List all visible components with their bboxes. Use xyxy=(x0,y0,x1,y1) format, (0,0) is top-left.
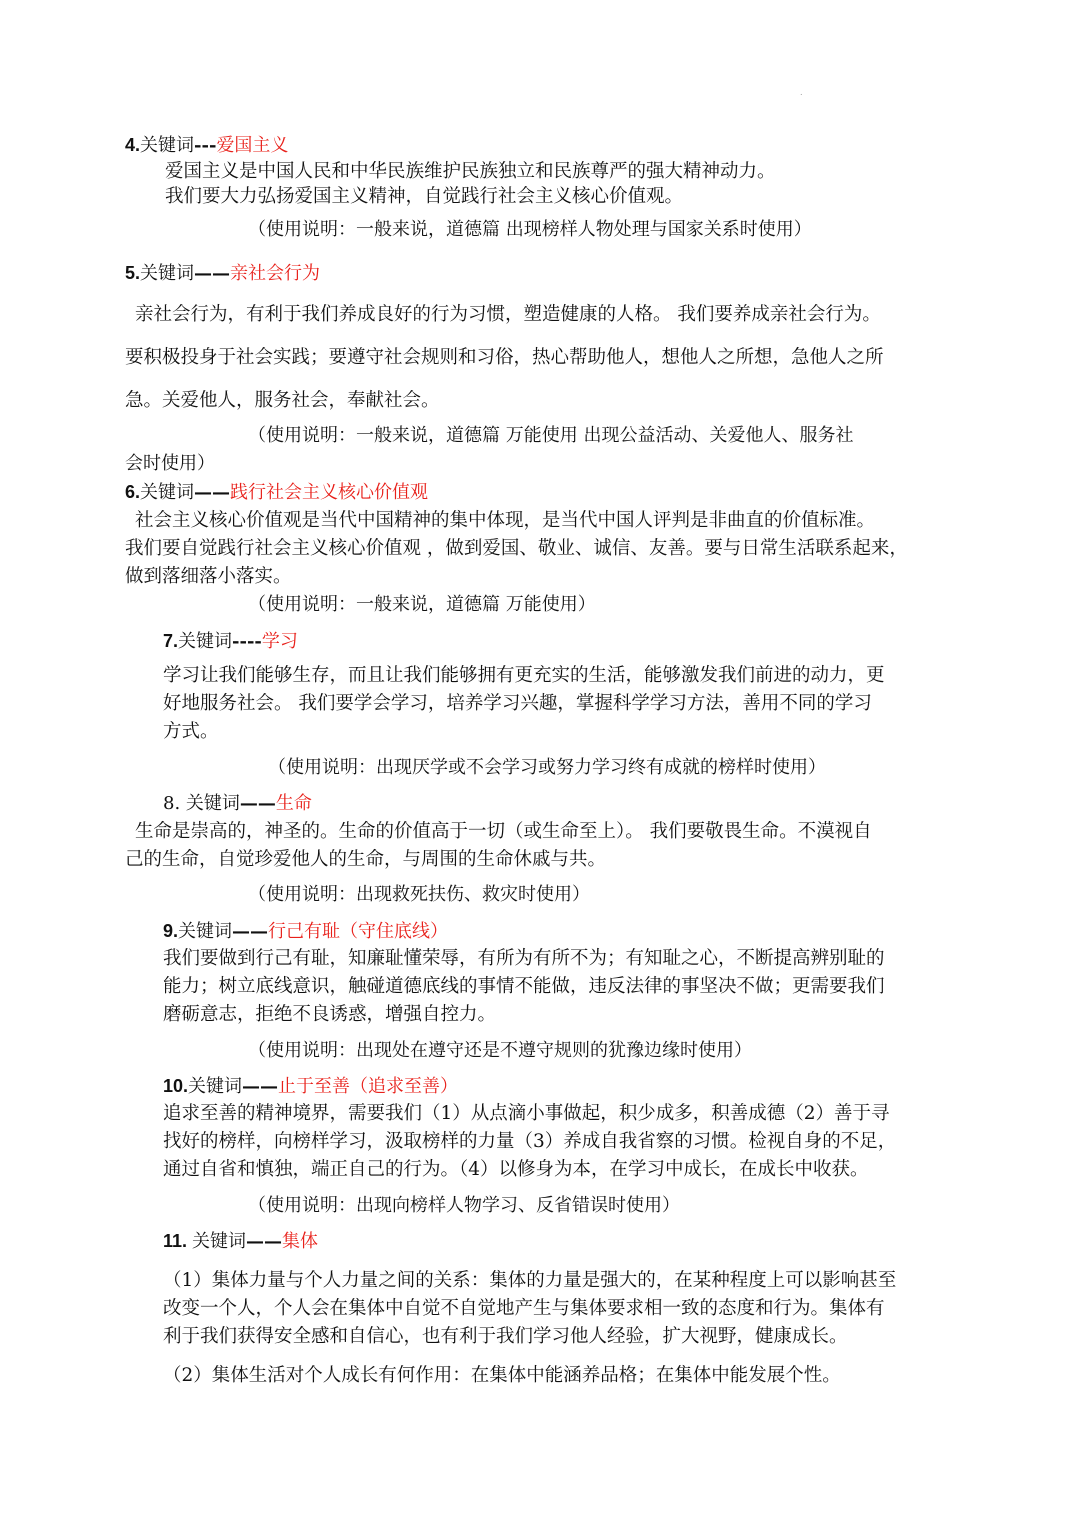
paragraph-line: 找好的榜样，向榜样学习，汲取榜样的力量（3）养成自我省察的习惯。检视自身的不足， xyxy=(163,1131,897,1152)
heading-separator: —— xyxy=(242,1076,279,1097)
section-6-heading xyxy=(125,480,428,505)
keyword: 学习 xyxy=(261,631,298,652)
paragraph-line: 己的生命，自觉珍爱他人的生命，与周围的生命休戚与共。 xyxy=(125,849,607,870)
heading-prefix: 关键词 xyxy=(140,482,195,503)
section-number: 6. xyxy=(125,482,141,502)
section-4-heading xyxy=(125,133,288,158)
heading-separator: ---- xyxy=(232,631,262,652)
keyword: 爱国主义 xyxy=(216,135,289,156)
heading-prefix: 关键词 xyxy=(140,135,195,156)
section-number: 7. xyxy=(163,631,179,651)
paragraph-line: 改变一个人，个人会在集体中自觉不自觉地产生与集体要求相一致的态度和行为。集体有 xyxy=(163,1298,885,1319)
heading-prefix: 关键词 xyxy=(178,631,233,652)
paragraph-line: 我们要做到行己有耻，知廉耻懂荣辱，有所为有所不为；有知耻之心，不断提高辨别耻的 xyxy=(163,948,885,969)
paragraph-line: 通过自省和慎独，端正自己的行为。（4）以修身为本，在学习中成长，在成长中收获。 xyxy=(163,1159,869,1180)
section-number: 9. xyxy=(163,921,179,941)
paragraph-line: 利于我们获得安全感和自信心，也有利于我们学习他人经验，扩大视野，健康成长。 xyxy=(163,1326,848,1347)
paragraph-line: （2）集体生活对个人成长有何作用：在集体中能涵养品格；在集体中能发展个性。 xyxy=(163,1365,841,1386)
heading-prefix: 关键词 xyxy=(188,1076,243,1097)
section-number: 10. xyxy=(163,1076,189,1096)
section-10-heading xyxy=(163,1074,458,1099)
heading-separator: —— xyxy=(239,793,276,814)
section-8-heading xyxy=(163,792,312,816)
paragraph-line: 磨砺意志，拒绝不良诱惑，增强自控力。 xyxy=(163,1004,497,1025)
paragraph-line: 我们要大力弘扬爱国主义精神，自觉践行社会主义核心价值观。 xyxy=(165,186,684,207)
paragraph-line: 爱国主义是中国人民和中华民族维护民族独立和民族尊严的强大精神动力。 xyxy=(165,161,776,182)
usage-note: 会时使用） xyxy=(125,453,215,474)
heading-separator: —— xyxy=(232,921,269,942)
usage-note: （使用说明：出现处在遵守还是不遵守规则的犹豫边缘时使用） xyxy=(248,1040,752,1061)
usage-note: （使用说明：一般来说，道德篇 万能使用 出现公益活动、关爱他人、服务社 xyxy=(248,425,854,446)
corner-mark: . xyxy=(800,88,803,97)
section-number: 5. xyxy=(125,263,141,283)
heading-prefix: 关键词 xyxy=(192,1231,247,1252)
paragraph-line: 亲社会行为，有利于我们养成良好的行为习惯，塑造健康的人格。 我们要养成亲社会行为。 xyxy=(135,304,881,325)
paragraph-line: 学习让我们能够生存，而且让我们能够拥有更充实的生活，能够激发我们前进的动力，更 xyxy=(163,665,885,686)
keyword: 行己有耻（守住底线） xyxy=(268,921,449,942)
heading-prefix: 关键词 xyxy=(178,921,233,942)
usage-note: （使用说明：出现向榜样人物学习、反省错误时使用） xyxy=(248,1195,680,1216)
keyword: 生命 xyxy=(275,793,312,814)
paragraph-line: 好地服务社会。 我们要学会学习，培养学习兴趣，掌握科学学习方法，善用不同的学习 xyxy=(163,693,872,714)
paragraph-line: 急。关爱他人，服务社会，奉献社会。 xyxy=(125,390,440,411)
heading-separator: —— xyxy=(194,263,231,284)
heading-prefix: 关键词 xyxy=(140,263,195,284)
keyword: 亲社会行为 xyxy=(230,263,321,284)
section-number: 4. xyxy=(125,135,141,155)
paragraph-line: 方式。 xyxy=(163,721,219,742)
paragraph-line: 追求至善的精神境界，需要我们（1）从点滴小事做起，积少成多，积善成德（2）善于寻 xyxy=(163,1103,890,1124)
paragraph-line: 我们要自觉践行社会主义核心价值观 ，做到爱国、敬业、诚信、友善。要与日常生活联系起来， xyxy=(125,538,908,559)
section-11-heading xyxy=(163,1229,318,1254)
heading-separator: —— xyxy=(194,482,231,503)
heading-prefix: 关键词 xyxy=(185,793,240,814)
section-9-heading xyxy=(163,919,448,944)
section-number: 11. xyxy=(163,1231,193,1251)
section-7-heading xyxy=(163,629,298,654)
paragraph-line: （1）集体力量与个人力量之间的关系：集体的力量是强大的，在某种程度上可以影响甚至 xyxy=(163,1270,897,1291)
section-5-heading xyxy=(125,261,320,286)
usage-note: （使用说明：一般来说，道德篇 出现榜样人物处理与国家关系时使用） xyxy=(248,219,812,240)
paragraph-line: 做到落细落小落实。 xyxy=(125,566,292,587)
paragraph-line: 生命是崇高的，神圣的。生命的价值高于一切（或生命至上）。 我们要敬畏生命。不漠视自 xyxy=(135,821,872,842)
paragraph-line: 社会主义核心价值观是当代中国精神的集中体现，是当代中国人评判是非曲直的价值标准。 xyxy=(135,510,876,531)
heading-separator: --- xyxy=(194,135,217,156)
heading-separator: —— xyxy=(246,1231,283,1252)
keyword: 集体 xyxy=(282,1231,319,1252)
paragraph-line: 能力；树立底线意识，触碰道德底线的事情不能做，违反法律的事坚决不做；更需要我们 xyxy=(163,976,885,997)
section-number: 8. xyxy=(163,793,186,814)
keyword: 践行社会主义核心价值观 xyxy=(230,482,429,503)
usage-note: （使用说明：出现救死扶伤、救灾时使用） xyxy=(248,884,590,905)
paragraph-line: 要积极投身于社会实践；要遵守社会规则和习俗，热心帮助他人，想他人之所想，急他人之所 xyxy=(125,347,884,368)
keyword: 止于至善（追求至善） xyxy=(278,1076,459,1097)
usage-note: （使用说明：出现厌学或不会学习或努力学习终有成就的榜样时使用） xyxy=(268,757,826,778)
usage-note: （使用说明：一般来说，道德篇 万能使用） xyxy=(248,594,596,615)
